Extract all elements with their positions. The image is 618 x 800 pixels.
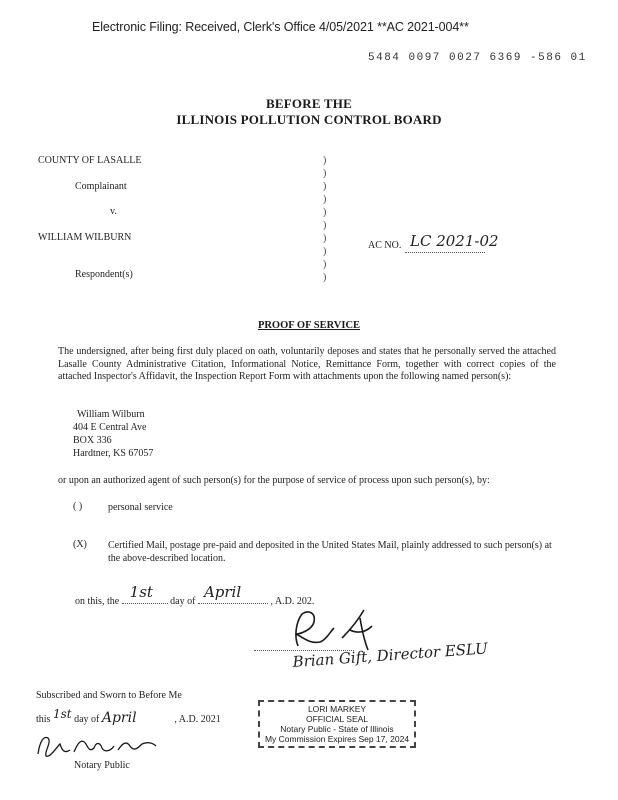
address-name: William Wilburn (77, 409, 145, 420)
option-personal-mark: ( ) (73, 501, 83, 512)
caption-county: COUNTY OF LASALLE (38, 155, 142, 166)
seal-expires: My Commission Expires Sep 17, 2024 (264, 734, 410, 744)
seal-state: Notary Public - State of Illinois (280, 724, 394, 734)
notary-day-handwritten: 1st (52, 707, 72, 721)
title-board: ILLINOIS POLLUTION CONTROL BOARD (176, 112, 442, 127)
option-certified-mark: (X) (73, 539, 87, 550)
caption-paren: ) (323, 272, 327, 283)
seal-name: LORI MARKEY (307, 704, 367, 714)
notary-subscribed: Subscribed and Sworn to Before Me (36, 690, 182, 701)
ac-number-handwritten: LC 2021-02 (410, 232, 499, 250)
address-street: 404 E Central Ave (73, 422, 147, 433)
dated-day-blank (122, 583, 168, 604)
dated-day-of: day of (170, 596, 196, 607)
caption-paren: ) (323, 246, 327, 257)
notary-public-label: Notary Public (74, 760, 130, 771)
seal-official: OFFICIAL SEAL (305, 714, 369, 724)
option-certified-text: Certified Mail, postage pre-paid and deposited in the United States Mail, plainly addressed to such person(s) at the above-described location. (108, 540, 552, 564)
caption-paren: ) (323, 181, 327, 192)
caption-respondent-label: Respondent(s) (75, 269, 133, 280)
caption-paren: ) (323, 207, 327, 218)
proof-paragraph: The undersigned, after being first duly placed on oath, voluntarily deposes and states that he personally served the attached Lasalle County Administrative Citation, Informational Notice, Remittance Form, together with correct copies of the attached Inspector's Affidavit, the Inspection Report Form with attachments upon the following named person(s): (58, 346, 556, 382)
address-box: BOX 336 (73, 435, 112, 446)
notary-day-of: day of (74, 714, 100, 725)
notary-this: this (36, 714, 51, 725)
filing-stamp: Electronic Filing: Received, Clerk's Office 4/05/2021 **AC 2021-004** (92, 20, 469, 34)
ac-number-label: AC NO. (368, 240, 402, 251)
notary-month-handwritten: April (101, 710, 137, 726)
caption-paren: ) (323, 155, 327, 166)
address-city: Hardtner, KS 67057 (73, 448, 154, 459)
caption-paren: ) (323, 259, 327, 270)
dated-on-this: on this, the (75, 596, 120, 607)
proof-heading: PROOF OF SERVICE (257, 320, 361, 331)
dated-month-handwritten: April (203, 583, 242, 601)
notary-signature-icon (34, 730, 164, 762)
caption-versus: v. (110, 206, 117, 217)
caption-paren: ) (323, 220, 327, 231)
option-personal-text: personal service (108, 502, 173, 513)
notary-seal (258, 700, 416, 748)
caption-respondent-name: WILLIAM WILBURN (38, 232, 132, 243)
dated-day-handwritten: 1st (129, 583, 153, 601)
dated-ad: , A.D. 202 (270, 596, 312, 607)
service-method-intro: or upon an authorized agent of such person(s) for the purpose of service of process upon such person(s), by: (58, 475, 490, 486)
caption-complainant: Complainant (75, 181, 127, 192)
caption-paren: ) (323, 233, 327, 244)
caption-paren: ) (323, 168, 327, 179)
title-before: BEFORE THE (266, 96, 352, 111)
tracking-number: 5484 0097 0027 6369 -586 01 (368, 52, 587, 64)
signer-printed-handwritten: Brian Gift, Director ESLU (292, 639, 489, 671)
ac-number-underline (405, 252, 485, 253)
dated-ad-end: . (311, 596, 315, 607)
notary-ad: , A.D. 2021 (174, 714, 221, 725)
dated-line (75, 583, 315, 607)
dated-month-blank (198, 583, 268, 604)
caption-paren: ) (323, 194, 327, 205)
notary-date-line (36, 707, 221, 726)
